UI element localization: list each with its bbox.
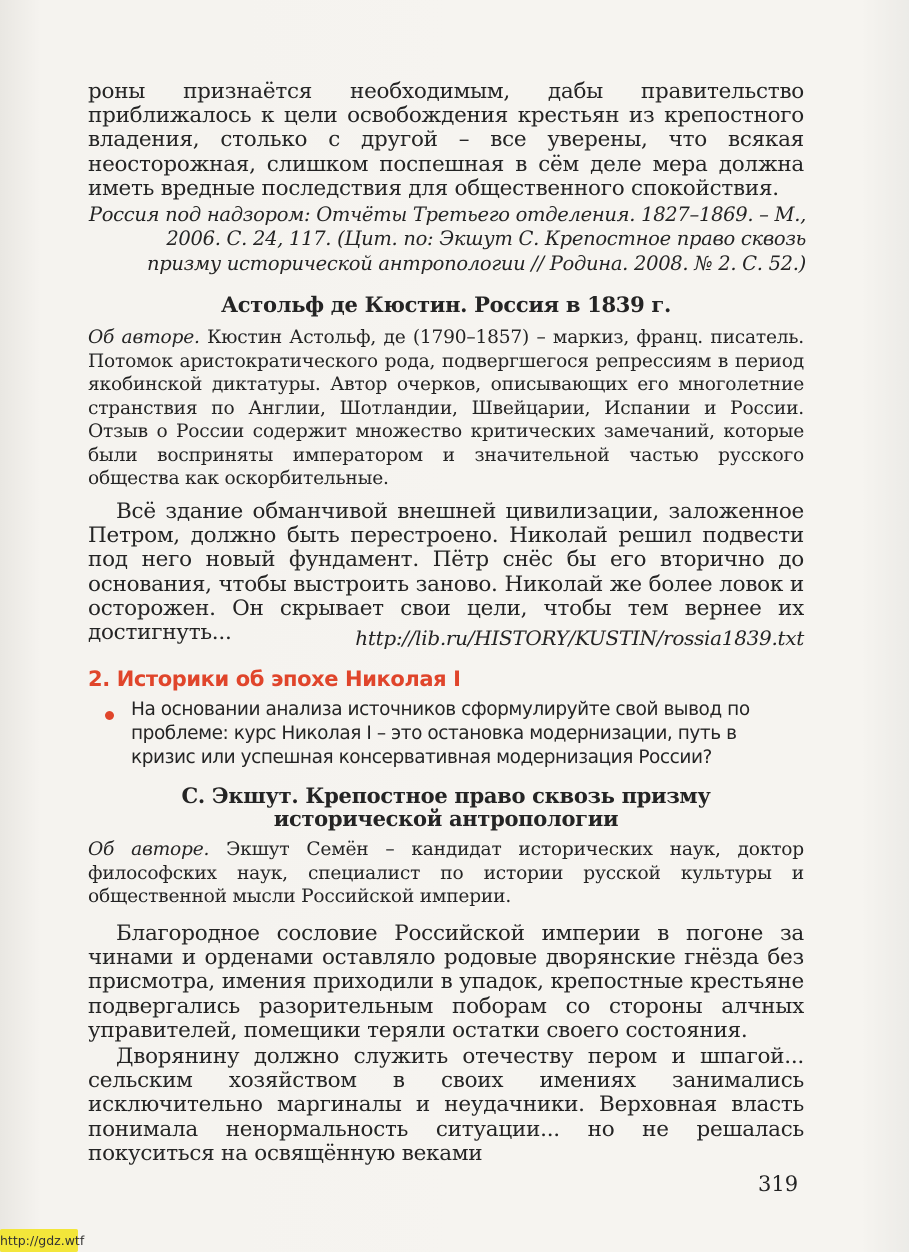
about-author-ekshut [88,838,804,909]
page-number: 319 [758,1172,799,1196]
about-author-label: Об авторе. [88,839,210,860]
about-author-text: Экшут Семён – кандидат исторических наук, доктор философских наук, специалист по истории русской культуры и общественной мысли Российской империи. [88,839,804,907]
source-citation-1: Россия под надзором: Отчёты Третьего отделения. 1827–1869. – М., 2006. С. 24, 117. (Цит. по: Экшут С. Крепостное право сквозь призму исторической антропологии // Родина. 2008. № 2. С. 52.) [88,203,806,275]
paragraph-3: Благородное сословие Российской империи в погоне за чинами и орденами оставляло родовые дворянские гнёзда без присмотра, имения приходили в упадок, крепостные крестьяне подвергались разорительным поборам со стороны алчных управителей, помещики теряли остатки своего состояния. [88,921,804,1043]
bullet-icon [105,711,114,720]
source-citation-2: http://lib.ru/HISTORY/KUSTIN/rossia1839.txt [355,626,804,650]
paragraph-1: роны признаётся необходимым, дабы правительство приближалось к цели освобождения крестьян из крепостного владения, столько с другой – все уверены, что всякая неосторожная, слишком поспешная в сём деле мера должна иметь вредные последствия для общественного спокойствия. [88,79,804,201]
watermark-label: http://gdz.wtf [0,1229,78,1252]
task-question: На основании анализа источников сформулируйте свой вывод по проблеме: курс Николая I – это остановка модернизации, путь в кризис или успешная консервативная модернизация России? [131,699,750,768]
about-author-text: Кюстин Астольф, де (1790–1857) – маркиз, франц. писатель. Потомок аристократического рода, подвергшегося репрессиям в период якобинской диктатуры. Автор очерков, описывающих его многолетние странствия по Англии, Шотландии, Швейцарии, Испании и России. Отзыв о России содержит множество критических замечаний, которые были восприняты императором и значительной частью русского общества как оскорбительные. [88,327,804,489]
document-heading-ekshut-line2: исторической антропологии [273,806,619,831]
document-heading-custine: Астольф де Кюстин. Россия в 1839 г. [220,292,671,317]
document-heading-ekshut-line1: С. Экшут. Крепостное право сквозь призму [181,783,711,808]
paragraph-4: Дворянину должно служить отечеству пером и шпагой... сельским хозяйством в своих имениях занимались исключительно маргиналы и неудачники. Верховная власть понимала ненормальность ситуации... но не решалась покуситься на освящённую веками [88,1044,804,1166]
about-author-custine [88,326,804,491]
section-title: 2. Историки об эпохе Николая I [88,667,461,691]
paragraph-custine-quote: Всё здание обманчивой внешней цивилизации, заложенное Петром, должно быть перестроено. Николай решил подвести под него новый фундамент. Пётр снёс бы его вторично до основания, чтобы выстроить заново. Николай же более ловок и осторожен. Он скрывает свои цели, чтобы тем вернее их достигнуть... [88,499,804,646]
about-author-label: Об авторе. [88,327,200,348]
